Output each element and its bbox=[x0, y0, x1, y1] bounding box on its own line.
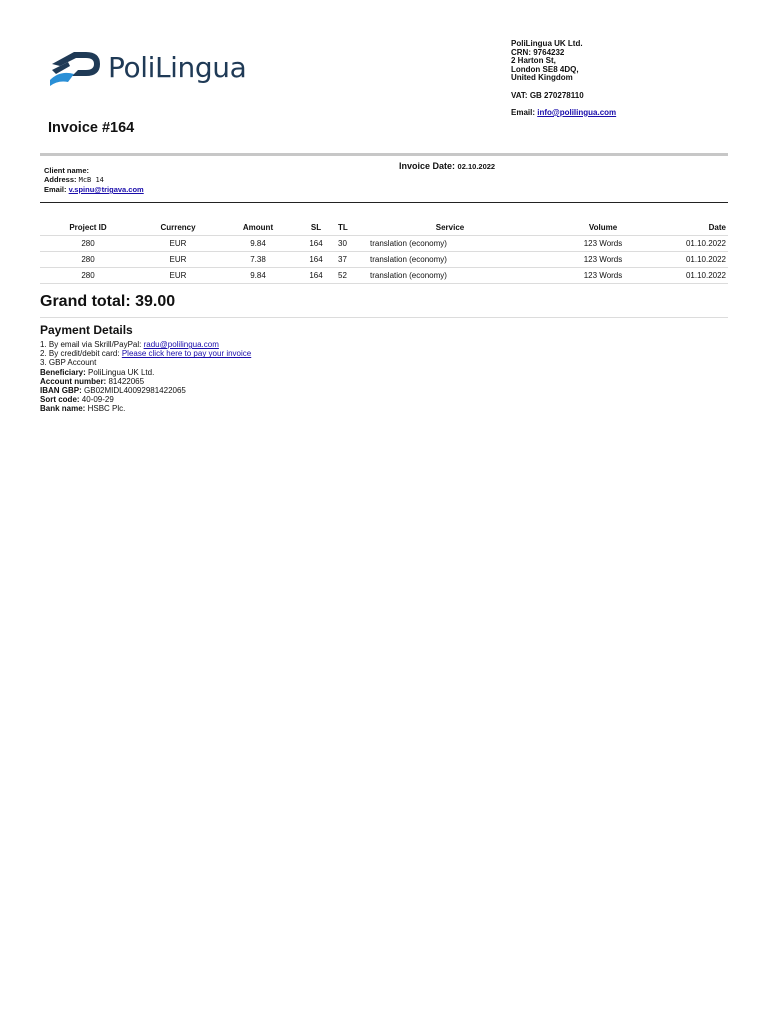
table-row bbox=[40, 268, 728, 284]
invoice-date-label: Invoice Date: bbox=[399, 161, 456, 171]
payment-email-text: 1. By email via Skrill/PayPal: bbox=[40, 340, 142, 349]
cell-amount: 9.84 bbox=[220, 236, 296, 252]
cell-service: translation (economy) bbox=[368, 252, 532, 268]
client-email-link[interactable]: v.spinu@trigava.com bbox=[68, 185, 144, 194]
account-number-value: 81422065 bbox=[108, 376, 145, 386]
client-divider bbox=[40, 202, 728, 203]
polilingua-logo-icon bbox=[48, 44, 104, 90]
cell-volume: 123 Words bbox=[532, 268, 674, 284]
logo-wordmark: PoliLingua bbox=[108, 51, 247, 84]
payment-option-card bbox=[40, 349, 251, 358]
company-email-link[interactable]: info@polilingua.com bbox=[537, 107, 617, 117]
sort-code-value: 40-09-29 bbox=[81, 395, 114, 405]
cell-sl: 164 bbox=[296, 252, 336, 268]
cell-date: 01.10.2022 bbox=[674, 252, 728, 268]
client-info bbox=[44, 166, 144, 194]
bank-name-value: HSBC Plc. bbox=[87, 404, 126, 414]
cell-volume: 123 Words bbox=[532, 252, 674, 268]
invoice-items-table bbox=[40, 219, 728, 284]
cell-date: 01.10.2022 bbox=[674, 268, 728, 284]
client-address-value: McB 14 bbox=[78, 176, 104, 184]
cell-currency: EUR bbox=[136, 268, 220, 284]
grand-total: Grand total: 39.00 bbox=[40, 293, 176, 310]
company-vat: VAT: GB 270278110 bbox=[511, 90, 584, 100]
client-name-label: Client name: bbox=[44, 166, 90, 175]
cell-amount: 7.38 bbox=[220, 252, 296, 268]
company-info bbox=[511, 40, 616, 117]
payment-details-title: Payment Details bbox=[40, 323, 133, 337]
client-email-label: Email: bbox=[44, 185, 67, 194]
company-name: PoliLingua UK Ltd. bbox=[511, 39, 583, 48]
company-email-label: Email: bbox=[511, 107, 536, 117]
table-header-row bbox=[40, 219, 728, 236]
company-country: United Kingdom bbox=[511, 73, 573, 83]
cell-sl: 164 bbox=[296, 268, 336, 284]
col-amount: Amount bbox=[220, 219, 296, 236]
col-currency: Currency bbox=[136, 219, 220, 236]
table-row bbox=[40, 252, 728, 268]
cell-service: translation (economy) bbox=[368, 236, 532, 252]
cell-sl: 164 bbox=[296, 236, 336, 252]
invoice-date bbox=[399, 161, 495, 171]
company-crn: CRN: 9764232 bbox=[511, 47, 565, 57]
payment-card-text: 2. By credit/debit card: bbox=[40, 349, 120, 359]
paypal-email-link[interactable]: radu@polilingua.com bbox=[143, 340, 219, 349]
cell-volume: 123 Words bbox=[532, 236, 674, 252]
payment-details bbox=[40, 340, 251, 414]
pay-invoice-link[interactable]: Please click here to pay your invoice bbox=[121, 349, 252, 359]
cell-project-id: 280 bbox=[40, 252, 136, 268]
cell-date: 01.10.2022 bbox=[674, 236, 728, 252]
beneficiary-value: PoliLingua UK Ltd. bbox=[88, 367, 155, 377]
cell-currency: EUR bbox=[136, 252, 220, 268]
col-project-id: Project ID bbox=[40, 219, 136, 236]
company-email-row bbox=[511, 109, 616, 118]
cell-project-id: 280 bbox=[40, 236, 136, 252]
bank-name-label: Bank name: bbox=[40, 404, 86, 414]
col-tl: TL bbox=[336, 219, 368, 236]
sort-code-label: Sort code: bbox=[40, 395, 80, 405]
cell-project-id: 280 bbox=[40, 268, 136, 284]
cell-amount: 9.84 bbox=[220, 268, 296, 284]
total-divider bbox=[40, 317, 728, 318]
company-logo bbox=[48, 44, 258, 92]
header-divider bbox=[40, 153, 728, 156]
cell-service: translation (economy) bbox=[368, 268, 532, 284]
cell-tl: 30 bbox=[336, 236, 368, 252]
payment-option-gbp: 3. GBP Account bbox=[40, 358, 97, 368]
account-number-label: Account number: bbox=[40, 376, 107, 386]
table-row bbox=[40, 236, 728, 252]
col-date: Date bbox=[674, 219, 728, 236]
cell-currency: EUR bbox=[136, 236, 220, 252]
col-volume: Volume bbox=[532, 219, 674, 236]
invoice-date-value: 02.10.2022 bbox=[457, 162, 496, 171]
iban-value: GB02MIDL40092981422065 bbox=[84, 386, 186, 396]
iban-label: IBAN GBP: bbox=[40, 386, 82, 396]
invoice-title: Invoice #164 bbox=[48, 120, 135, 136]
client-address-label: Address: bbox=[44, 175, 77, 184]
company-street: 2 Harton St, bbox=[511, 56, 556, 66]
company-city: London SE8 4DQ, bbox=[511, 64, 579, 74]
col-sl: SL bbox=[296, 219, 336, 236]
col-service: Service bbox=[368, 219, 532, 236]
beneficiary-label: Beneficiary: bbox=[40, 367, 86, 377]
cell-tl: 52 bbox=[336, 268, 368, 284]
cell-tl: 37 bbox=[336, 252, 368, 268]
payment-option-email bbox=[40, 340, 251, 349]
